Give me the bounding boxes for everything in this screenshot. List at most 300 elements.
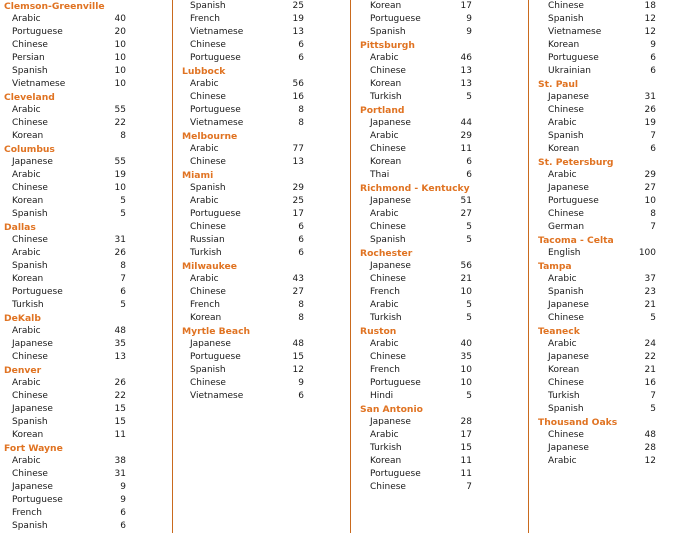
language-row: [4, 39, 172, 52]
language-name: Portuguese: [12, 287, 63, 297]
language-count: 24: [644, 339, 656, 349]
language-count: 29: [644, 170, 656, 180]
language-name: German: [548, 222, 585, 232]
language-name: Korean: [12, 430, 44, 440]
language-name: Arabic: [548, 339, 577, 349]
language-count: 27: [460, 209, 472, 219]
language-row: [538, 221, 672, 234]
language-name: Chinese: [12, 391, 48, 401]
language-row: [4, 260, 172, 273]
language-row: [182, 377, 350, 390]
language-row: [360, 13, 528, 26]
language-row: [538, 390, 672, 403]
language-count: 15: [460, 443, 472, 453]
language-count: 48: [114, 326, 126, 336]
language-count: 6: [120, 508, 126, 518]
city-heading: San Antonio: [360, 404, 423, 415]
language-name: Arabic: [190, 196, 219, 206]
language-row: [182, 39, 350, 52]
language-name: Chinese: [190, 287, 226, 297]
language-count: 6: [298, 222, 304, 232]
language-row: [538, 247, 672, 260]
language-name: Portuguese: [370, 14, 421, 24]
language-name: Chinese: [370, 352, 406, 362]
language-row: [182, 299, 350, 312]
language-name: Chinese: [548, 378, 584, 388]
language-row: [4, 273, 172, 286]
language-count: 17: [460, 430, 472, 440]
language-row: [182, 91, 350, 104]
language-row: [538, 52, 672, 65]
language-count: 21: [644, 365, 656, 375]
language-count: 21: [460, 274, 472, 284]
language-count: 6: [298, 235, 304, 245]
language-count: 9: [120, 482, 126, 492]
language-count: 16: [644, 378, 656, 388]
language-name: Chinese: [12, 235, 48, 245]
language-row: [4, 377, 172, 390]
language-name: Portuguese: [548, 196, 599, 206]
language-count: 37: [644, 274, 656, 284]
language-row: [538, 455, 672, 468]
language-count: 6: [298, 248, 304, 258]
language-name: English: [548, 248, 581, 258]
language-count: 7: [650, 131, 656, 141]
language-row: [182, 26, 350, 39]
language-row: [4, 195, 172, 208]
language-row: [360, 156, 528, 169]
language-row: [182, 286, 350, 299]
language-name: Spanish: [370, 235, 406, 245]
city-heading: Fort Wayne: [4, 443, 63, 454]
language-count: 9: [466, 14, 472, 24]
language-count: 56: [460, 261, 472, 271]
language-name: Vietnamese: [12, 79, 66, 89]
language-count: 100: [638, 248, 656, 258]
language-name: Chinese: [190, 222, 226, 232]
language-name: Turkish: [190, 248, 222, 258]
language-count: 46: [460, 53, 472, 63]
city-heading: Miami: [182, 170, 214, 181]
language-count: 48: [644, 430, 656, 440]
language-count: 6: [298, 53, 304, 63]
language-name: Portuguese: [190, 53, 241, 63]
language-name: Chinese: [370, 274, 406, 284]
language-count: 16: [292, 92, 304, 102]
column-1: [4, 0, 173, 533]
language-row: [360, 455, 528, 468]
language-count: 5: [650, 404, 656, 414]
language-row: [4, 481, 172, 494]
language-row: [4, 208, 172, 221]
language-row: [4, 234, 172, 247]
language-name: Arabic: [370, 131, 399, 141]
language-row: [538, 429, 672, 442]
language-name: Portuguese: [548, 53, 599, 63]
language-name: Arabic: [190, 144, 219, 154]
language-count: 38: [114, 456, 126, 466]
language-name: Chinese: [190, 157, 226, 167]
language-count: 19: [114, 170, 126, 180]
language-row: [538, 91, 672, 104]
city-heading: Columbus: [4, 144, 55, 155]
language-name: Turkish: [370, 313, 402, 323]
language-row: [4, 351, 172, 364]
language-row: [4, 247, 172, 260]
language-row: [538, 299, 672, 312]
language-name: Portuguese: [12, 27, 63, 37]
language-count: 8: [298, 300, 304, 310]
city-heading: Portland: [360, 105, 405, 116]
language-count: 31: [644, 92, 656, 102]
language-count: 12: [644, 27, 656, 37]
language-row: [538, 182, 672, 195]
language-name: Arabic: [12, 248, 41, 258]
language-count: 15: [114, 404, 126, 414]
language-row: [538, 312, 672, 325]
language-name: Turkish: [370, 443, 402, 453]
city-heading: Myrtle Beach: [182, 326, 251, 337]
language-name: Korean: [370, 79, 402, 89]
language-count: 6: [298, 391, 304, 401]
language-name: Spanish: [190, 183, 226, 193]
language-row: [360, 130, 528, 143]
language-count: 40: [114, 14, 126, 24]
language-row: [4, 299, 172, 312]
language-count: 5: [120, 196, 126, 206]
language-count: 26: [114, 378, 126, 388]
language-name: French: [370, 365, 400, 375]
language-count: 12: [644, 14, 656, 24]
language-name: Spanish: [548, 131, 584, 141]
language-row: [182, 0, 350, 13]
language-row: [538, 143, 672, 156]
language-name: Spanish: [370, 27, 406, 37]
language-name: Vietnamese: [190, 391, 244, 401]
language-row: [360, 416, 528, 429]
language-count: 8: [298, 118, 304, 128]
language-row: [182, 195, 350, 208]
language-name: Vietnamese: [190, 27, 244, 37]
language-row: [360, 468, 528, 481]
language-name: Korean: [190, 313, 222, 323]
language-count: 55: [114, 105, 126, 115]
language-row: [4, 26, 172, 39]
language-row: [4, 130, 172, 143]
language-row: [182, 13, 350, 26]
language-count: 28: [644, 443, 656, 453]
language-name: Chinese: [548, 430, 584, 440]
language-count: 29: [460, 131, 472, 141]
language-row: [360, 65, 528, 78]
language-count: 7: [650, 222, 656, 232]
language-row: [182, 208, 350, 221]
language-count: 13: [292, 27, 304, 37]
language-row: [182, 143, 350, 156]
language-count: 27: [292, 287, 304, 297]
language-name: Chinese: [12, 469, 48, 479]
language-row: [360, 429, 528, 442]
language-name: Japanese: [370, 196, 411, 206]
language-count: 20: [114, 27, 126, 37]
language-count: 6: [650, 53, 656, 63]
language-count: 8: [120, 261, 126, 271]
language-count: 7: [466, 482, 472, 492]
language-row: [182, 338, 350, 351]
city-heading: Thousand Oaks: [538, 417, 618, 428]
language-name: Turkish: [370, 92, 402, 102]
language-row: [360, 234, 528, 247]
language-count: 31: [114, 235, 126, 245]
language-row: [538, 65, 672, 78]
language-name: Chinese: [370, 222, 406, 232]
language-name: Korean: [370, 456, 402, 466]
language-name: Korean: [548, 365, 580, 375]
language-name: Spanish: [190, 365, 226, 375]
language-row: [538, 104, 672, 117]
language-name: Arabic: [12, 378, 41, 388]
language-row: [4, 403, 172, 416]
language-count: 9: [650, 40, 656, 50]
city-heading: Ruston: [360, 326, 397, 337]
language-count: 26: [114, 248, 126, 258]
language-count: 5: [120, 209, 126, 219]
language-count: 10: [460, 365, 472, 375]
language-name: Chinese: [190, 40, 226, 50]
language-count: 6: [466, 157, 472, 167]
language-count: 22: [114, 118, 126, 128]
language-name: Portuguese: [370, 469, 421, 479]
language-row: [538, 39, 672, 52]
language-name: Korean: [12, 196, 44, 206]
language-row: [182, 221, 350, 234]
language-row: [360, 390, 528, 403]
language-count: 17: [292, 209, 304, 219]
language-name: Chinese: [370, 66, 406, 76]
language-name: Arabic: [370, 339, 399, 349]
language-count: 51: [460, 196, 472, 206]
language-row: [360, 442, 528, 455]
language-count: 23: [644, 287, 656, 297]
language-row: [182, 78, 350, 91]
language-row: [4, 286, 172, 299]
language-count: 43: [292, 274, 304, 284]
language-row: [4, 455, 172, 468]
language-count: 22: [644, 352, 656, 362]
language-row: [4, 52, 172, 65]
language-name: Spanish: [12, 417, 48, 427]
language-row: [4, 494, 172, 507]
language-row: [4, 182, 172, 195]
language-name: Japanese: [370, 118, 411, 128]
language-row: [538, 403, 672, 416]
language-name: Spanish: [548, 14, 584, 24]
language-count: 13: [460, 66, 472, 76]
language-name: Spanish: [548, 287, 584, 297]
language-row: [538, 0, 672, 13]
language-count: 40: [460, 339, 472, 349]
language-count: 7: [650, 391, 656, 401]
language-row: [360, 364, 528, 377]
language-count: 10: [460, 287, 472, 297]
language-name: Chinese: [12, 118, 48, 128]
language-count: 25: [292, 196, 304, 206]
language-count: 17: [460, 1, 472, 11]
language-row: [4, 338, 172, 351]
language-count: 5: [466, 313, 472, 323]
language-count: 35: [460, 352, 472, 362]
city-heading: Tampa: [538, 261, 572, 272]
language-count: 11: [460, 144, 472, 154]
column-3: [360, 0, 529, 533]
language-row: [538, 364, 672, 377]
language-name: Russian: [190, 235, 225, 245]
language-name: Korean: [548, 144, 580, 154]
language-row: [360, 299, 528, 312]
city-heading: DeKalb: [4, 313, 41, 324]
language-count: 31: [114, 469, 126, 479]
language-name: Korean: [12, 274, 44, 284]
language-row: [4, 156, 172, 169]
language-name: French: [190, 14, 220, 24]
language-row: [538, 130, 672, 143]
language-row: [360, 52, 528, 65]
language-name: Japanese: [12, 404, 53, 414]
language-name: Ukrainian: [548, 66, 591, 76]
language-count: 77: [292, 144, 304, 154]
language-name: Japanese: [12, 482, 53, 492]
language-name: French: [370, 287, 400, 297]
city-heading: Richmond - Kentucky: [360, 183, 470, 194]
language-count: 10: [114, 66, 126, 76]
language-name: Japanese: [548, 183, 589, 193]
language-name: Arabic: [190, 274, 219, 284]
language-name: Thai: [370, 170, 390, 180]
language-name: Japanese: [548, 300, 589, 310]
language-count: 7: [120, 274, 126, 284]
city-heading: Dallas: [4, 222, 36, 233]
language-row: [182, 52, 350, 65]
language-count: 12: [292, 365, 304, 375]
language-count: 18: [644, 1, 656, 11]
language-count: 55: [114, 157, 126, 167]
language-count: 9: [298, 378, 304, 388]
language-count: 11: [460, 469, 472, 479]
language-row: [4, 520, 172, 533]
language-count: 8: [298, 105, 304, 115]
language-count: 6: [650, 66, 656, 76]
language-name: Chinese: [370, 144, 406, 154]
language-name: Chinese: [370, 482, 406, 492]
language-count: 5: [120, 300, 126, 310]
language-name: Korean: [12, 131, 44, 141]
language-name: Turkish: [548, 391, 580, 401]
language-row: [360, 312, 528, 325]
language-name: Portuguese: [190, 105, 241, 115]
language-row: [538, 13, 672, 26]
language-row: [538, 338, 672, 351]
language-row: [538, 273, 672, 286]
language-name: Chinese: [12, 183, 48, 193]
language-name: Arabic: [370, 300, 399, 310]
language-row: [4, 169, 172, 182]
language-name: Hindi: [370, 391, 394, 401]
city-heading: Denver: [4, 365, 42, 376]
language-count: 10: [114, 183, 126, 193]
language-count: 19: [644, 118, 656, 128]
language-row: [360, 117, 528, 130]
language-name: Spanish: [12, 261, 48, 271]
language-count: 15: [292, 352, 304, 362]
language-row: [182, 351, 350, 364]
language-row: [4, 65, 172, 78]
language-row: [360, 273, 528, 286]
language-name: Vietnamese: [190, 118, 244, 128]
language-name: Japanese: [12, 157, 53, 167]
column-4: [538, 0, 672, 533]
language-name: Chinese: [190, 92, 226, 102]
language-name: Japanese: [548, 352, 589, 362]
language-count: 5: [466, 222, 472, 232]
language-name: Turkish: [12, 300, 44, 310]
language-name: Arabic: [548, 274, 577, 284]
language-row: [538, 286, 672, 299]
language-name: Japanese: [548, 443, 589, 453]
language-count: 27: [644, 183, 656, 193]
language-name: Chinese: [548, 209, 584, 219]
language-count: 5: [466, 300, 472, 310]
language-name: Chinese: [190, 378, 226, 388]
language-name: Korean: [370, 157, 402, 167]
language-row: [360, 377, 528, 390]
language-row: [360, 143, 528, 156]
language-name: Portuguese: [12, 495, 63, 505]
language-count: 15: [114, 417, 126, 427]
language-row: [360, 208, 528, 221]
language-count: 5: [466, 235, 472, 245]
language-count: 9: [466, 27, 472, 37]
language-count: 35: [114, 339, 126, 349]
language-row: [4, 416, 172, 429]
language-row: [538, 377, 672, 390]
language-count: 28: [460, 417, 472, 427]
language-count: 13: [460, 79, 472, 89]
language-count: 25: [292, 1, 304, 11]
language-row: [538, 169, 672, 182]
language-count: 6: [650, 144, 656, 154]
language-row: [360, 169, 528, 182]
language-row: [360, 481, 528, 494]
language-row: [538, 26, 672, 39]
language-name: Chinese: [12, 40, 48, 50]
language-name: Japanese: [370, 261, 411, 271]
city-heading: St. Paul: [538, 79, 579, 90]
language-name: Portuguese: [370, 378, 421, 388]
language-name: Arabic: [370, 53, 399, 63]
language-row: [182, 104, 350, 117]
language-name: Portuguese: [190, 209, 241, 219]
city-heading: Pittsburgh: [360, 40, 415, 51]
language-count: 10: [114, 40, 126, 50]
language-name: Korean: [548, 40, 580, 50]
language-row: [4, 429, 172, 442]
language-count: 5: [466, 391, 472, 401]
language-name: Arabic: [548, 170, 577, 180]
language-name: Arabic: [12, 105, 41, 115]
language-name: Arabic: [12, 326, 41, 336]
language-row: [360, 260, 528, 273]
language-name: Persian: [12, 53, 45, 63]
